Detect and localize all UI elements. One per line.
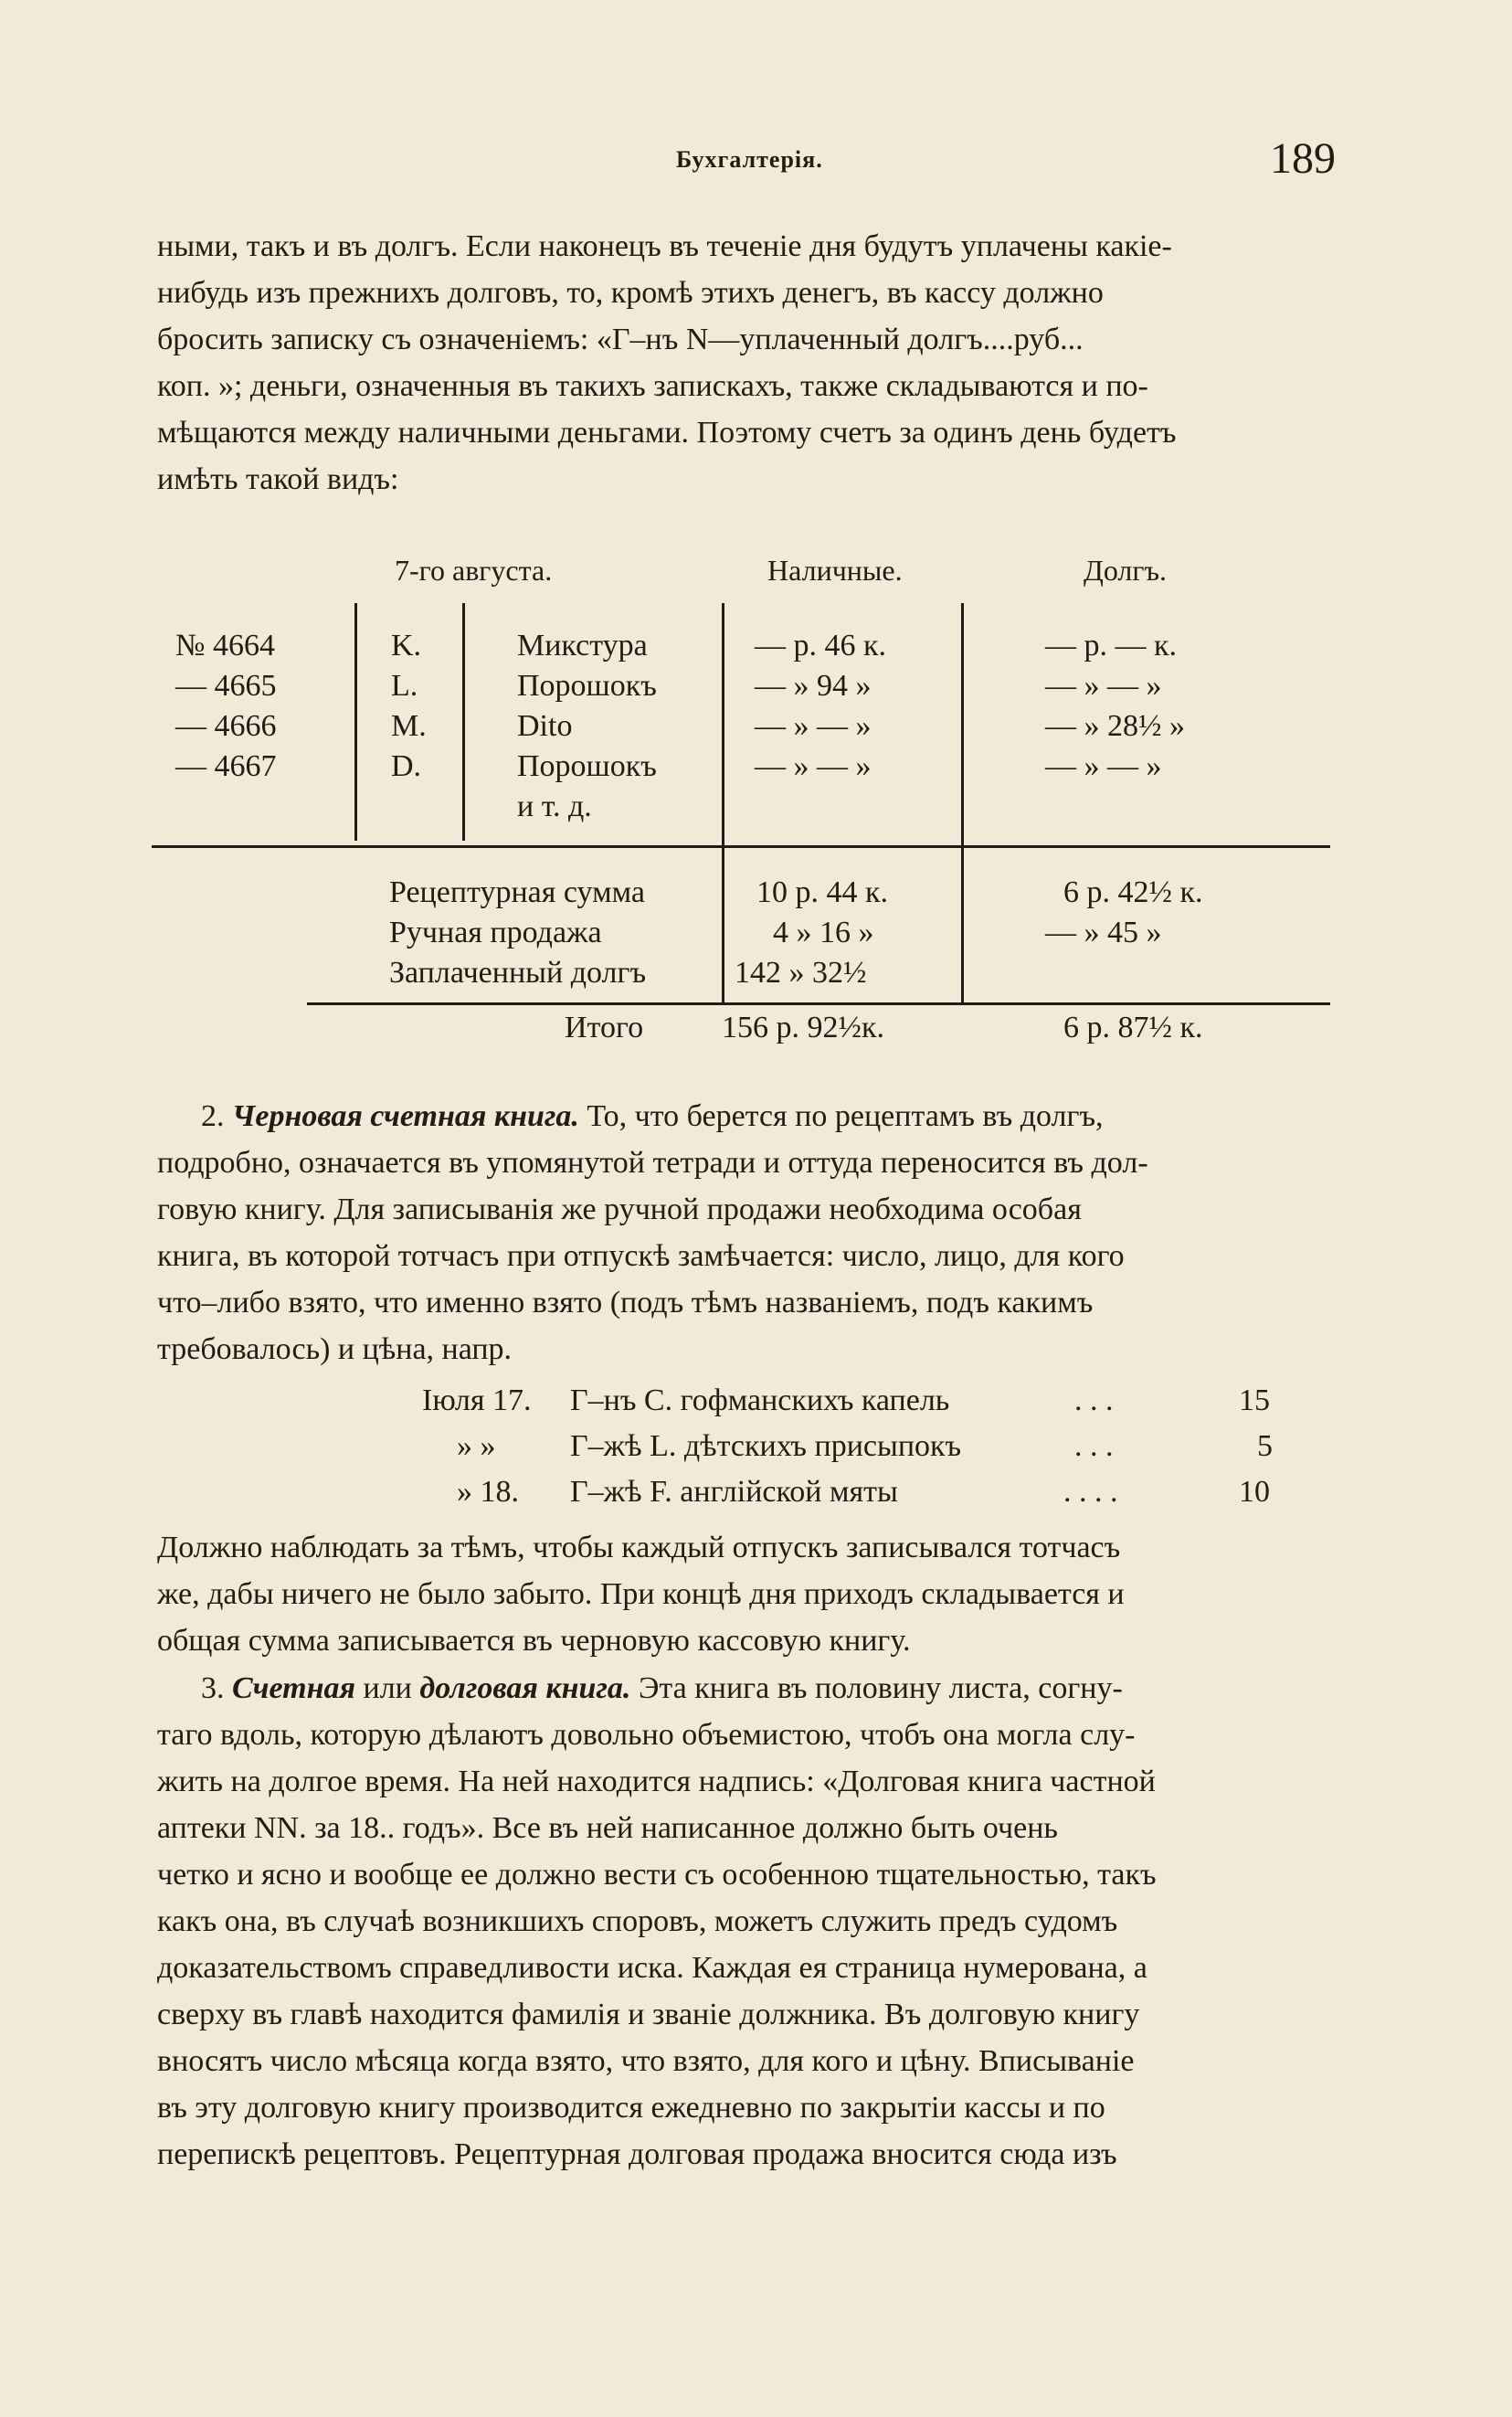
summary-label: Рецептурная сумма — [389, 875, 645, 909]
row-item: Порошокъ — [517, 669, 657, 703]
summary-cash: 10 р. 44 к. — [756, 875, 889, 909]
section-3-first-line — [157, 1665, 1331, 1712]
page-number: 189 — [1270, 134, 1336, 183]
column-rule — [961, 603, 964, 1003]
text-fragment: То, что берется по рецептамъ въ долгъ, — [587, 1099, 1104, 1133]
text-line: нибудь изъ прежнихъ долговъ, то, кромѣ этихъ денегъ, въ кассу должно — [157, 276, 1104, 310]
row-item: Dito — [517, 709, 573, 743]
entry-date: » » — [457, 1429, 496, 1463]
section-2-continued — [157, 1524, 1331, 1664]
entry-leader: . . . — [1074, 1429, 1114, 1463]
total-rule — [307, 1002, 1330, 1005]
text-line: доказательствомъ справедливости иска. Каждая ея страница нумерована, а — [157, 1951, 1147, 1985]
section-2 — [157, 1093, 1331, 1373]
table-header-debt: Долгъ. — [1084, 554, 1168, 587]
text-line: что–либо взято, что именно взято (подъ тѣмъ названіемъ, подъ какимъ — [157, 1286, 1094, 1320]
total-debt: 6 р. 87½ к. — [1063, 1011, 1203, 1044]
row-letter: L. — [391, 669, 418, 703]
row-cash: — » 94 » — [755, 669, 872, 703]
summary-debt: — » 45 » — [1045, 916, 1162, 949]
total-label: Итого — [565, 1011, 644, 1044]
section-title: Черновая счетная книга. — [232, 1099, 579, 1133]
text-line: книга, въ которой тотчасъ при отпускѣ замѣчается: число, лицо, для кого — [157, 1239, 1125, 1273]
column-rule — [722, 603, 724, 1003]
section-number: 2. — [201, 1099, 225, 1133]
row-cash: — » — » — [755, 749, 872, 783]
row-item: Микстура — [517, 629, 648, 663]
row-item: и т. д. — [517, 790, 592, 823]
entry-amount: 5 — [1257, 1429, 1273, 1463]
section-number: 3. — [201, 1671, 225, 1705]
text-line: бросить записку съ означеніемъ: «Г–нъ N—уплаченный долгъ....руб... — [157, 323, 1084, 356]
entry-text: Г–жѣ F. англійской мяты — [570, 1475, 898, 1509]
table-header-cash: Наличные. — [767, 554, 903, 587]
section-2-first-line — [157, 1093, 1331, 1140]
text-line: подробно, означается въ упомянутой тетради и оттуда переносится въ дол- — [157, 1146, 1148, 1180]
section-title: Счетная — [232, 1671, 356, 1705]
text-line: мѣщаются между наличными деньгами. Поэтому счетъ за одинъ день будетъ — [157, 416, 1177, 450]
row-item: Порошокъ — [517, 749, 657, 783]
text-line: общая сумма записывается въ черновую кассовую книгу. — [157, 1624, 911, 1658]
row-debt: — » 28½ » — [1045, 709, 1185, 743]
running-header: Бухгалтерія. — [676, 146, 823, 173]
entry-leader: . . . — [1074, 1383, 1114, 1417]
entry-date: » 18. — [457, 1475, 519, 1509]
row-letter: M. — [391, 709, 427, 743]
text-line: сверху въ главѣ находится фамилія и званіе должника. Въ долговую книгу — [157, 1998, 1140, 2031]
table-divider — [152, 845, 1330, 848]
intro-paragraph — [157, 223, 1331, 503]
summary-cash: 4 » 16 » — [773, 916, 874, 949]
summary-label: Ручная продажа — [389, 916, 602, 949]
text-line: требовалось) и цѣна, напр. — [157, 1332, 513, 1366]
row-number: — 4665 — [175, 669, 277, 703]
text-line: въ эту долговую книгу производится ежедневно по закрытіи кассы и по — [157, 2091, 1105, 2125]
row-debt: — » — » — [1045, 749, 1162, 783]
text-line: какъ она, въ случаѣ возникшихъ споровъ, можетъ служить предъ судомъ — [157, 1904, 1118, 1938]
text-line: имѣть такой видъ: — [157, 462, 399, 496]
text-line: перепискѣ рецептовъ. Рецептурная долговая продажа вносится сюда изъ — [157, 2137, 1117, 2171]
row-debt: — р. — к. — [1045, 629, 1178, 663]
entry-amount: 10 — [1239, 1475, 1270, 1509]
summary-label: Заплаченный долгъ — [389, 956, 647, 990]
text-line: аптеки NN. за 18.. годъ». Все въ ней написанное должно быть очень — [157, 1811, 1058, 1845]
column-rule — [462, 603, 465, 841]
text-line: жить на долгое время. На ней находится надпись: «Долговая книга частной — [157, 1765, 1156, 1798]
row-letter: K. — [391, 629, 422, 663]
row-cash: — р. 46 к. — [755, 629, 887, 663]
entry-text: Г–жѣ L. дѣтскихъ присыпокъ — [570, 1429, 962, 1463]
text-line: таго вдоль, которую дѣлаютъ довольно объемистою, чтобъ она могла слу- — [157, 1718, 1136, 1752]
section-title: долговая книга. — [419, 1671, 631, 1705]
text-line: говую книгу. Для записыванія же ручной продажи необходима особая — [157, 1193, 1082, 1226]
text-line: ными, такъ и въ долгъ. Если наконецъ въ теченіе дня будутъ уплачены какіе- — [157, 229, 1172, 263]
entry-amount: 15 — [1239, 1383, 1270, 1417]
table-header-date: 7-го августа. — [395, 554, 553, 587]
summary-debt: 6 р. 42½ к. — [1063, 875, 1203, 909]
row-letter: D. — [391, 749, 422, 783]
section-3 — [157, 1665, 1331, 2178]
text-line: коп. »; деньги, означенныя въ такихъ запискахъ, также складываются и по- — [157, 369, 1148, 403]
text-fragment: или — [363, 1671, 412, 1705]
row-number: — 4667 — [175, 749, 277, 783]
row-number: — 4666 — [175, 709, 277, 743]
text-line: вносятъ число мѣсяца когда взято, что взято, для кого и цѣну. Вписываніе — [157, 2044, 1135, 2078]
entry-leader: . . . . — [1063, 1475, 1118, 1509]
entry-text: Г–нъ С. гофманскихъ капель — [570, 1383, 950, 1417]
total-cash: 156 р. 92½к. — [722, 1011, 885, 1044]
text-line: Должно наблюдать за тѣмъ, чтобы каждый отпускъ записывался тотчасъ — [157, 1531, 1121, 1564]
text-line: же, дабы ничего не было забыто. При концѣ дня приходъ складывается и — [157, 1577, 1125, 1611]
summary-cash: 142 » 32½ — [735, 956, 867, 990]
text-line: четко и ясно и вообще ее должно вести съ особенною тщательностью, такъ — [157, 1858, 1157, 1892]
row-cash: — » — » — [755, 709, 872, 743]
row-debt: — » — » — [1045, 669, 1162, 703]
text-fragment: Эта книга въ половину листа, согну- — [638, 1671, 1123, 1705]
row-number: № 4664 — [175, 629, 275, 663]
entry-date: Іюля 17. — [422, 1383, 532, 1417]
column-rule — [354, 603, 357, 841]
